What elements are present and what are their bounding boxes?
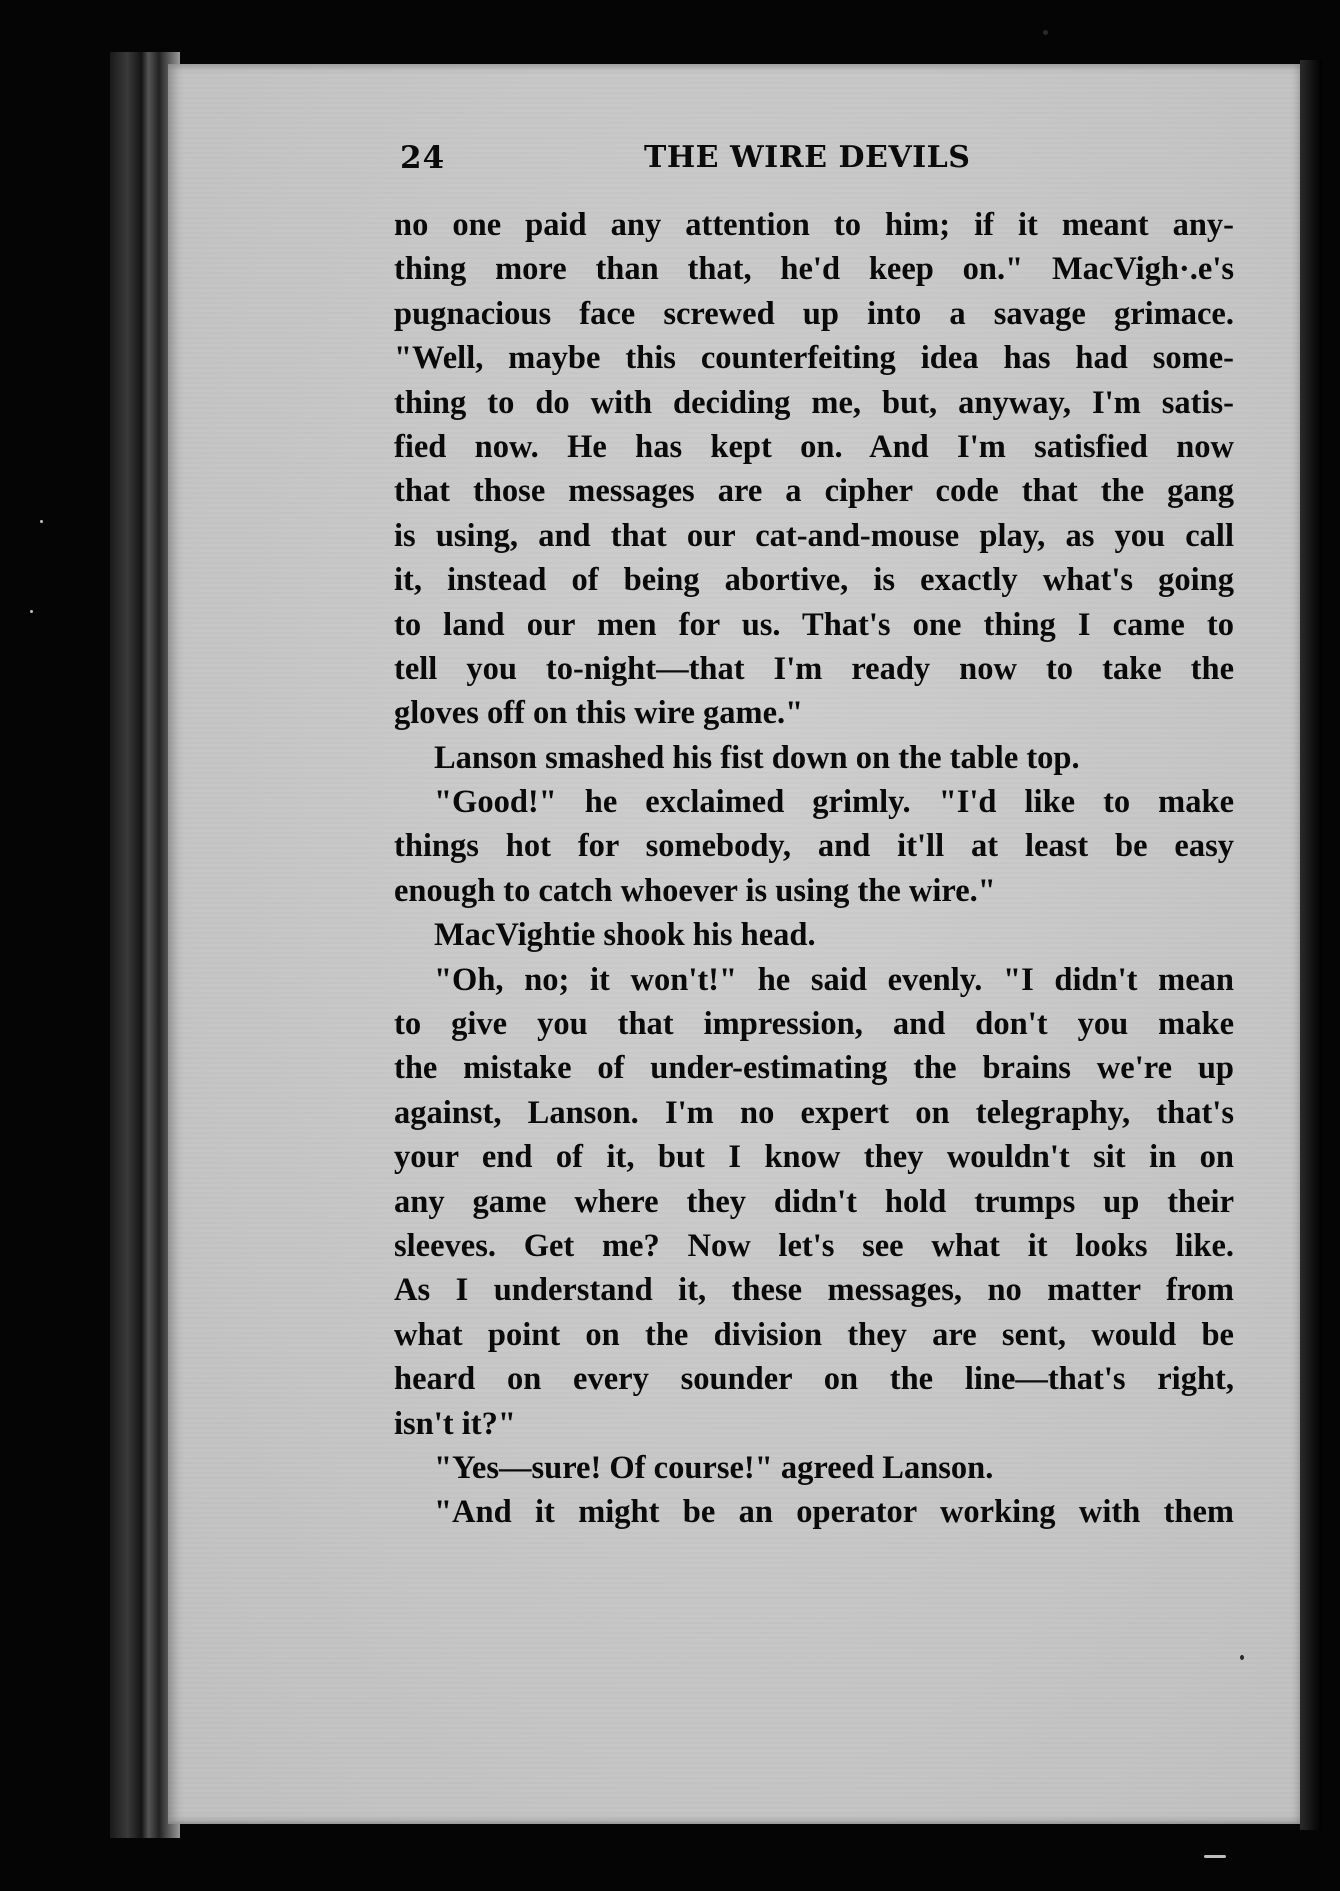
page-right-edge [1300,60,1322,1830]
dust-speck [40,520,43,523]
text-line: what point on the division they are sent, would be [394,1316,1234,1353]
text-line: MacVightie shook his head. [434,917,816,954]
text-line: any game where they didn't hold trumps up their [394,1183,1234,1220]
text-line: thing to do with deciding me, but, anyway, I'm satis- [394,384,1234,421]
text-line: it, instead of being abortive, is exactly what's going [394,562,1234,599]
text-line: "Yes—sure! Of course!" agreed Lanson. [434,1449,994,1486]
text-line: sleeves. Get me? Now let's see what it looks like. [394,1227,1234,1264]
text-line: thing more than that, he'd keep on." MacVigh·.e's [394,251,1234,288]
dust-speck [1043,30,1048,35]
text-line: heard on every sounder on the line—that's right, [394,1361,1234,1398]
dust-speck [30,610,33,613]
text-line: tell you to-night—that I'm ready now to take the [394,650,1234,687]
text-line: the mistake of under-estimating the brains we're up [394,1050,1234,1087]
text-line: your end of it, but I know they wouldn't sit in on [394,1139,1234,1176]
body-text [394,203,1234,1535]
text-line: no one paid any attention to him; if it meant any- [394,207,1234,243]
text-line: "Good!" he exclaimed grimly. "I'd like to make [434,784,1234,821]
text-line: "And it might be an operator working with them [434,1494,1234,1531]
text-line: "Well, maybe this counterfeiting idea has had some- [394,340,1234,377]
text-line: Lanson smashed his fist down on the table top. [434,739,1080,776]
text-line: is using, and that our cat-and-mouse play, as you call [394,517,1234,554]
text-line: to give you that impression, and don't you make [394,1006,1234,1043]
text-line: enough to catch whoever is using the wire." [394,872,996,909]
text-line: things hot for somebody, and it'll at least be easy [394,828,1234,865]
text-line: against, Lanson. I'm no expert on telegraphy, that's [394,1094,1234,1131]
text-line: that those messages are a cipher code that the gang [394,473,1234,510]
running-title: THE WIRE DEVILS [644,140,971,175]
page-header [400,140,1300,186]
text-line: isn't it?" [394,1405,516,1442]
text-line: fied now. He has kept on. And I'm satisfied now [394,428,1234,465]
text-line: to land our men for us. That's one thing I came to [394,606,1234,643]
text-line: pugnacious face screwed up into a savage grimace. [394,295,1234,332]
text-line: "Oh, no; it won't!" he said evenly. "I didn't mean [434,961,1234,998]
text-line: As I understand it, these messages, no matter from [394,1272,1234,1309]
dust-speck [1204,1855,1226,1858]
dust-speck [1240,1655,1244,1660]
text-line: gloves off on this wire game." [394,695,804,732]
page-number: 24 [400,140,446,176]
